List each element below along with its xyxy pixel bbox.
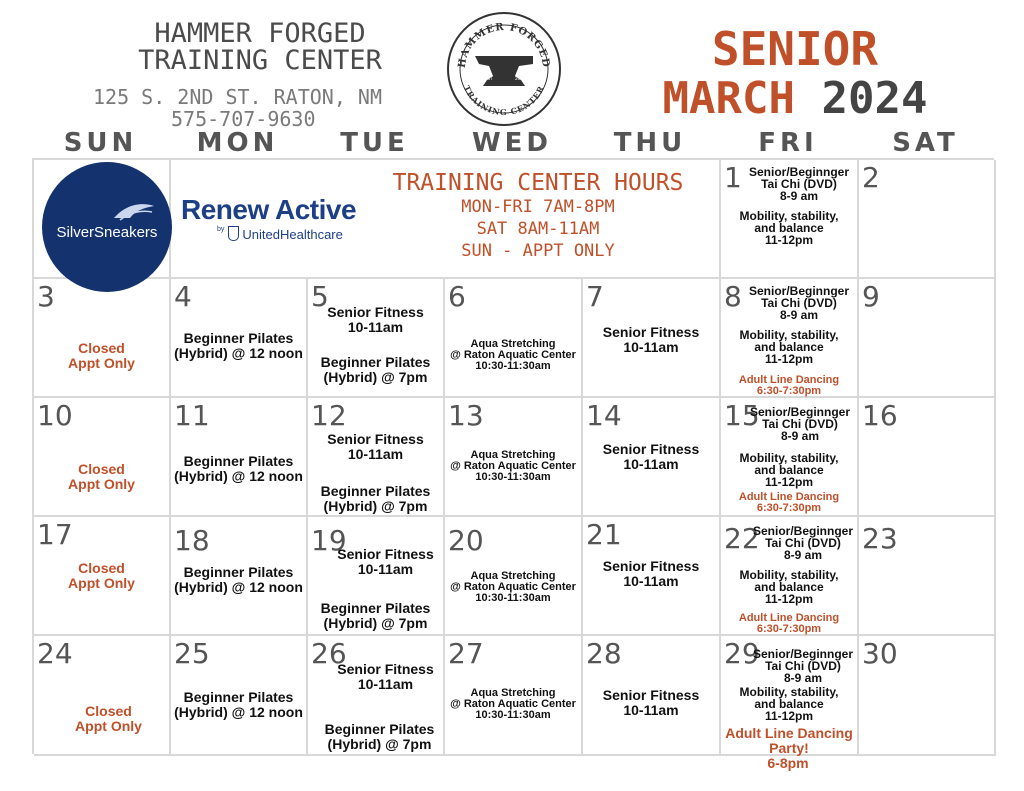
cell-day-17: 17 Closed Appt Only [34, 517, 171, 636]
united-healthcare-text: $^{by}$ UnitedHealthcare [217, 226, 343, 242]
shield-icon [228, 226, 239, 241]
cell-day-26: 26 Senior Fitness 10-11am Beginner Pilates (Hybrid) @ 7pm [308, 636, 445, 756]
cell-day-19: 19 Senior Fitness 10-11am Beginner Pilates (Hybrid) @ 7pm [308, 517, 445, 636]
logo-est: EST [485, 76, 493, 81]
cell-day-3: 3 Closed Appt Only [34, 279, 171, 398]
cell-day-10: 10 Closed Appt Only [34, 398, 171, 517]
cell-day-7: 7 Senior Fitness 10-11am [583, 279, 721, 398]
phone: 575-707-9630 [171, 107, 316, 131]
cell-day-20: 20 Aqua Stretching @ Raton Aquatic Center 10:30-11:30am [445, 517, 583, 636]
logo-year: 2020 [515, 76, 526, 81]
cell-day-29: 29 Senior/Beginnger Tai Chi (DVD) 8-9 am Mobility, stability, and balance 11-12pm Adult Line Dancing Party! [721, 636, 859, 756]
gym-name [95, 20, 425, 74]
hours-title: TRAINING CENTER HOURS [392, 170, 684, 196]
cell-day-13: 13 Aqua Stretching @ Raton Aquatic Center 10:30-11:30am [445, 398, 583, 517]
renew-active-logo: Renew Active [181, 194, 357, 225]
weekday-sat: SAT [892, 128, 959, 158]
cell-day-1: 1 Senior/Beginnger Tai Chi (DVD) 8-9 am Mobility, stability, and balance 11-12pm [721, 160, 859, 279]
logo-top-text: HAMMER FORGED [456, 21, 552, 69]
weekday-sun: SUN [63, 128, 138, 158]
title-senior: SENIOR [711, 22, 879, 76]
weekday-wed: WED [471, 128, 553, 158]
title-month-year [640, 74, 950, 124]
silversneakers-text: SilverSneakers [56, 224, 158, 241]
anvil-logo [445, 10, 563, 128]
cell-day-27: 27 Aqua Stretching @ Raton Aquatic Center 10:30-11:30am [445, 636, 583, 756]
cell-day-6: 6 Aqua Stretching @ Raton Aquatic Center 10:30-11:30am [445, 279, 583, 398]
silversneakers-logo [42, 162, 172, 292]
cell-day-8: 8 Senior/Beginnger Tai Chi (DVD) 8-9 am Mobility, stability, and balance 11-12pm Adult Line Dancing 6:30-7:30pm [721, 279, 859, 398]
cell-day-18: 18 Beginner Pilates (Hybrid) @ 12 noon [171, 517, 308, 636]
cell-day-2: 2 [859, 160, 996, 279]
address: 125 S. 2ND ST. RATON, NM [93, 85, 382, 109]
cell-day-25: 25 Beginner Pilates (Hybrid) @ 12 noon [171, 636, 308, 756]
weekday-mon: MON [196, 128, 279, 158]
cell-day-15: 15 Senior/Beginnger Tai Chi (DVD) 8-9 am Mobility, stability, and balance 11-12pm Adult Line Dancing 6:30-7:30pm [721, 398, 859, 517]
hours-saturday: SAT 8AM-11AM [476, 219, 600, 239]
logo-bottom-text: TRAINING CENTER [461, 83, 547, 118]
cell-day-30: 30 [859, 636, 996, 756]
cell-day-14: 14 Senior Fitness 10-11am [583, 398, 721, 517]
hours-weekday: MON-FRI 7AM-8PM [461, 197, 615, 217]
cell-day-28: 28 Senior Fitness 10-11am [583, 636, 721, 756]
title-year: 2024 [821, 73, 928, 124]
party-time: 6-8pm [767, 755, 809, 771]
cell-day-5: 5 Senior Fitness 10-11am Beginner Pilates (Hybrid) @ 7pm [308, 279, 445, 398]
calendar-title [640, 24, 950, 124]
weekday-tue: TUE [340, 128, 409, 158]
cell-day-16: 16 [859, 398, 996, 517]
gym-name-line2: TRAINING CENTER [138, 45, 382, 76]
cell-partner-renew-active [171, 160, 357, 279]
title-month: MARCH [662, 73, 795, 124]
wing-icon [112, 200, 156, 222]
training-hours [360, 170, 716, 262]
hours-sunday: SUN - APPT ONLY [461, 241, 615, 261]
cell-day-9: 9 [859, 279, 996, 398]
cell-day-22: 22 Senior/Beginnger Tai Chi (DVD) 8-9 am Mobility, stability, and balance 11-12pm Adult Line Dancing 6:30-7:30pm [721, 517, 859, 636]
cell-day-24: 24 Closed Appt Only [34, 636, 171, 756]
address-block [93, 86, 382, 130]
cell-day-21: 21 Senior Fitness 10-11am [583, 517, 721, 636]
cell-day-12: 12 Senior Fitness 10-11am Beginner Pilates (Hybrid) @ 7pm [308, 398, 445, 517]
gym-name-line1: HAMMER FORGED [154, 18, 366, 49]
cell-day-23: 23 [859, 517, 996, 636]
cell-partner-silversneakers [34, 160, 171, 279]
cell-day-11: 11 Beginner Pilates (Hybrid) @ 12 noon [171, 398, 308, 517]
weekday-fri: FRI [758, 128, 818, 158]
cell-day-4: 4 Beginner Pilates (Hybrid) @ 12 noon [171, 279, 308, 398]
weekday-thu: THU [613, 128, 687, 158]
